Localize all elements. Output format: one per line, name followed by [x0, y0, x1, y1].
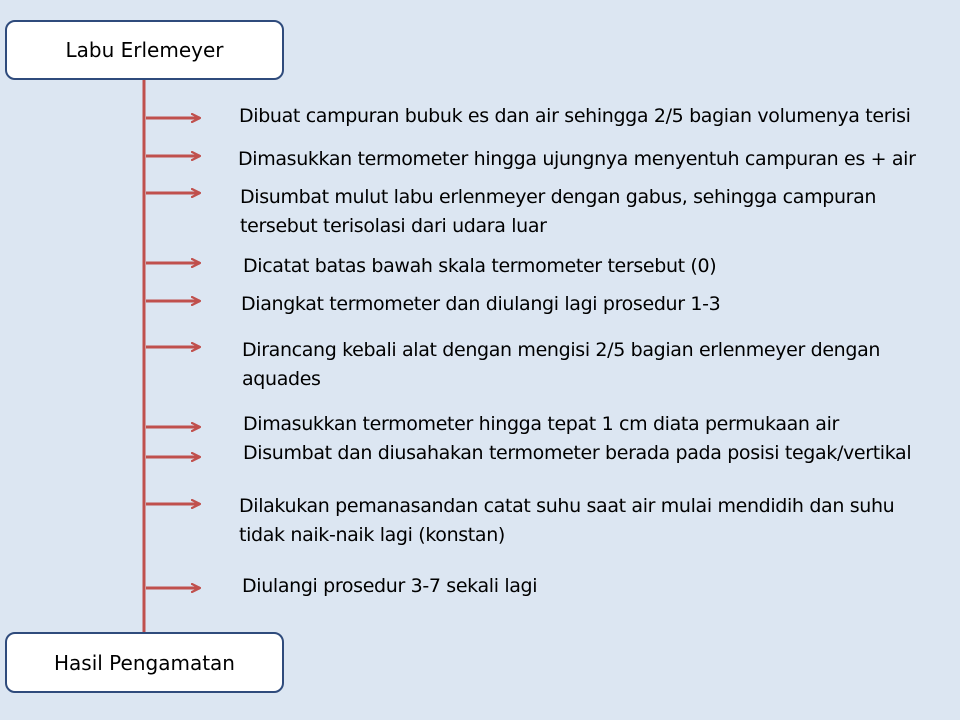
step-8-line-1: Disumbat dan diusahakan termometer berada pada posisi tegak/vertikal — [243, 442, 912, 464]
step-10-line-1: Diulangi prosedur 3-7 sekali lagi — [242, 575, 538, 597]
step-6-text — [242, 336, 880, 394]
step-1-text — [239, 102, 911, 131]
step-1-line-1: Dibuat campuran bubuk es dan air sehingga 2/5 bagian volumenya terisi — [239, 105, 911, 127]
step-3-text — [240, 183, 876, 241]
end-node — [5, 632, 284, 693]
end-node-label: Hasil Pengamatan — [54, 650, 235, 675]
step-9-text — [239, 492, 894, 550]
step-9-line-2: tidak naik-naik lagi (konstan) — [239, 524, 505, 546]
step-10-text — [242, 572, 537, 601]
start-node — [5, 20, 284, 80]
step-6-line-1: Dirancang kebali alat dengan mengisi 2/5 bagian erlenmeyer dengan — [242, 339, 881, 361]
step-5-text — [241, 290, 720, 319]
start-node-label: Labu Erlemeyer — [65, 38, 224, 62]
step-9-line-1: Dilakukan pemanasandan catat suhu saat air mulai mendidih dan suhu — [239, 495, 895, 517]
step-3-line-1: Disumbat mulut labu erlenmeyer dengan gabus, sehingga campuran — [240, 186, 877, 208]
step-6-line-2: aquades — [242, 368, 321, 390]
step-7-line-1: Dimasukkan termometer hingga tepat 1 cm diata permukaan air — [243, 413, 839, 435]
step-2-text — [238, 145, 916, 174]
step-3-line-2: tersebut terisolasi dari udara luar — [240, 215, 547, 237]
step-arrows — [146, 118, 200, 588]
step-4-line-1: Dicatat batas bawah skala termometer tersebut (0) — [243, 255, 717, 277]
step-7-text — [243, 410, 839, 439]
step-5-line-1: Diangkat termometer dan diulangi lagi prosedur 1-3 — [241, 293, 721, 315]
step-4-text — [243, 252, 716, 281]
step-8-text — [243, 439, 911, 468]
step-2-line-1: Dimasukkan termometer hingga ujungnya menyentuh campuran es + air — [238, 148, 916, 170]
